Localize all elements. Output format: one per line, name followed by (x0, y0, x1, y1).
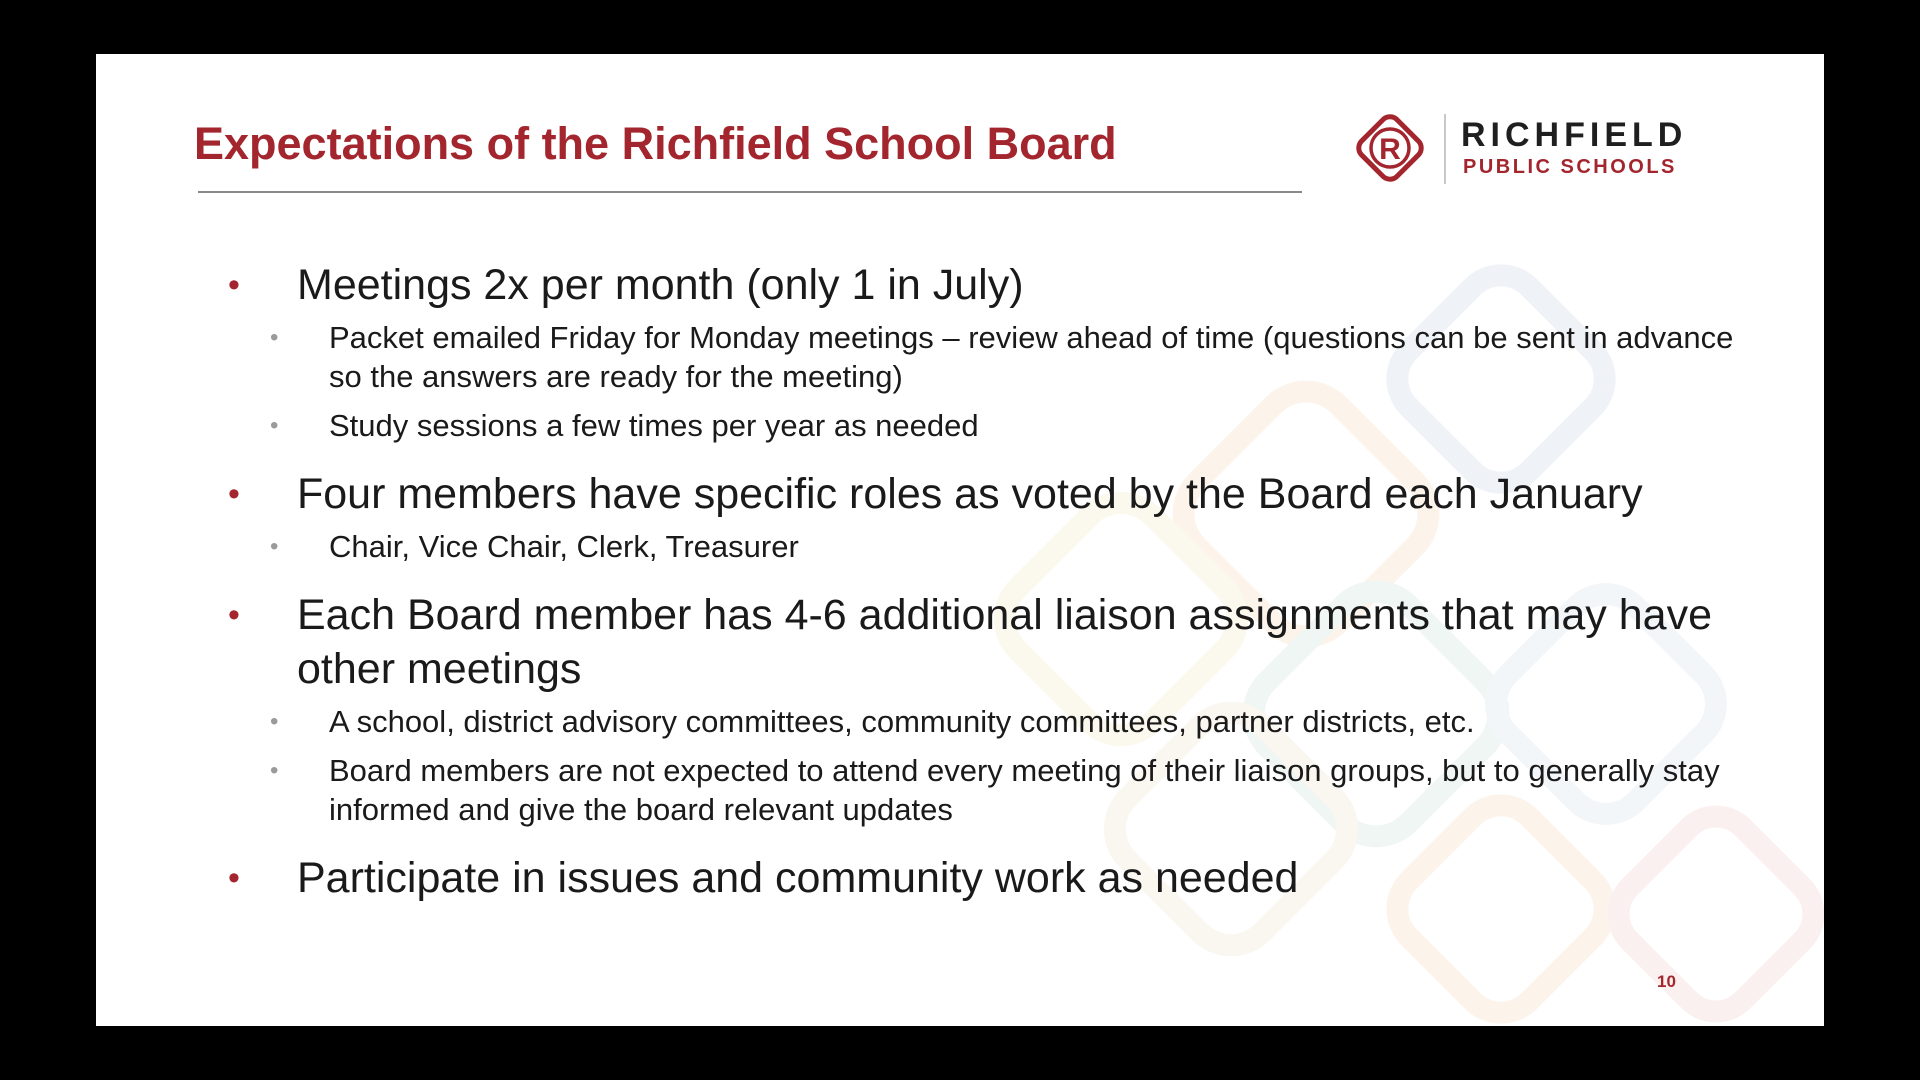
sub-bullet-text: A school, district advisory committees, community committees, partner districts, etc. (329, 704, 1475, 739)
bullet-item (228, 588, 1758, 696)
title-underline (198, 191, 1302, 193)
slide (96, 54, 1824, 1026)
bullet-dot: • (228, 475, 240, 513)
bullet-item (228, 851, 1758, 905)
logo-divider (1444, 114, 1446, 184)
bullet-dot: • (228, 266, 240, 304)
sub-bullet-dot: • (270, 533, 279, 560)
page-number: 10 (1657, 972, 1676, 991)
sub-bullet-item (228, 318, 1758, 396)
bullet-text: Each Board member has 4-6 additional liaison assignments that may have other meetings (297, 591, 1712, 693)
sub-bullet-item (228, 702, 1758, 741)
logo-subtitle: PUBLIC SCHOOLS (1463, 156, 1677, 178)
sub-bullet-dot: • (270, 757, 279, 784)
sub-bullet-dot: • (270, 708, 279, 735)
sub-bullet-item (228, 527, 1758, 566)
bullet-item (228, 467, 1758, 521)
sub-bullet-text: Packet emailed Friday for Monday meetings – review ahead of time (questions can be sent in advance so the answers are ready for the meeting) (329, 320, 1734, 394)
richfield-r-emblem-icon (1350, 108, 1430, 188)
sub-bullet-text: Chair, Vice Chair, Clerk, Treasurer (329, 529, 799, 564)
sub-bullet-text: Board members are not expected to attend every meeting of their liaison groups, but to generally stay informed and give the board relevant updates (329, 753, 1720, 827)
bullet-list (228, 258, 1758, 911)
bullet-dot: • (228, 859, 240, 897)
sub-bullet-text: Study sessions a few times per year as needed (329, 408, 979, 443)
sub-bullet-item (228, 406, 1758, 445)
bullet-text: Participate in issues and community work as needed (297, 854, 1299, 902)
sub-bullet-item (228, 751, 1758, 829)
logo-name: RICHFIELD (1461, 116, 1688, 154)
richfield-logo (1350, 108, 1730, 188)
bullet-text: Meetings 2x per month (only 1 in July) (297, 261, 1024, 309)
bullet-dot: • (228, 596, 240, 634)
logo-letter: R (1379, 133, 1401, 166)
bullet-item (228, 258, 1758, 312)
slide-title: Expectations of the Richfield School Board (194, 118, 1117, 169)
sub-bullet-dot: • (270, 324, 279, 351)
sub-bullet-dot: • (270, 412, 279, 439)
bullet-text: Four members have specific roles as voted by the Board each January (297, 470, 1643, 518)
